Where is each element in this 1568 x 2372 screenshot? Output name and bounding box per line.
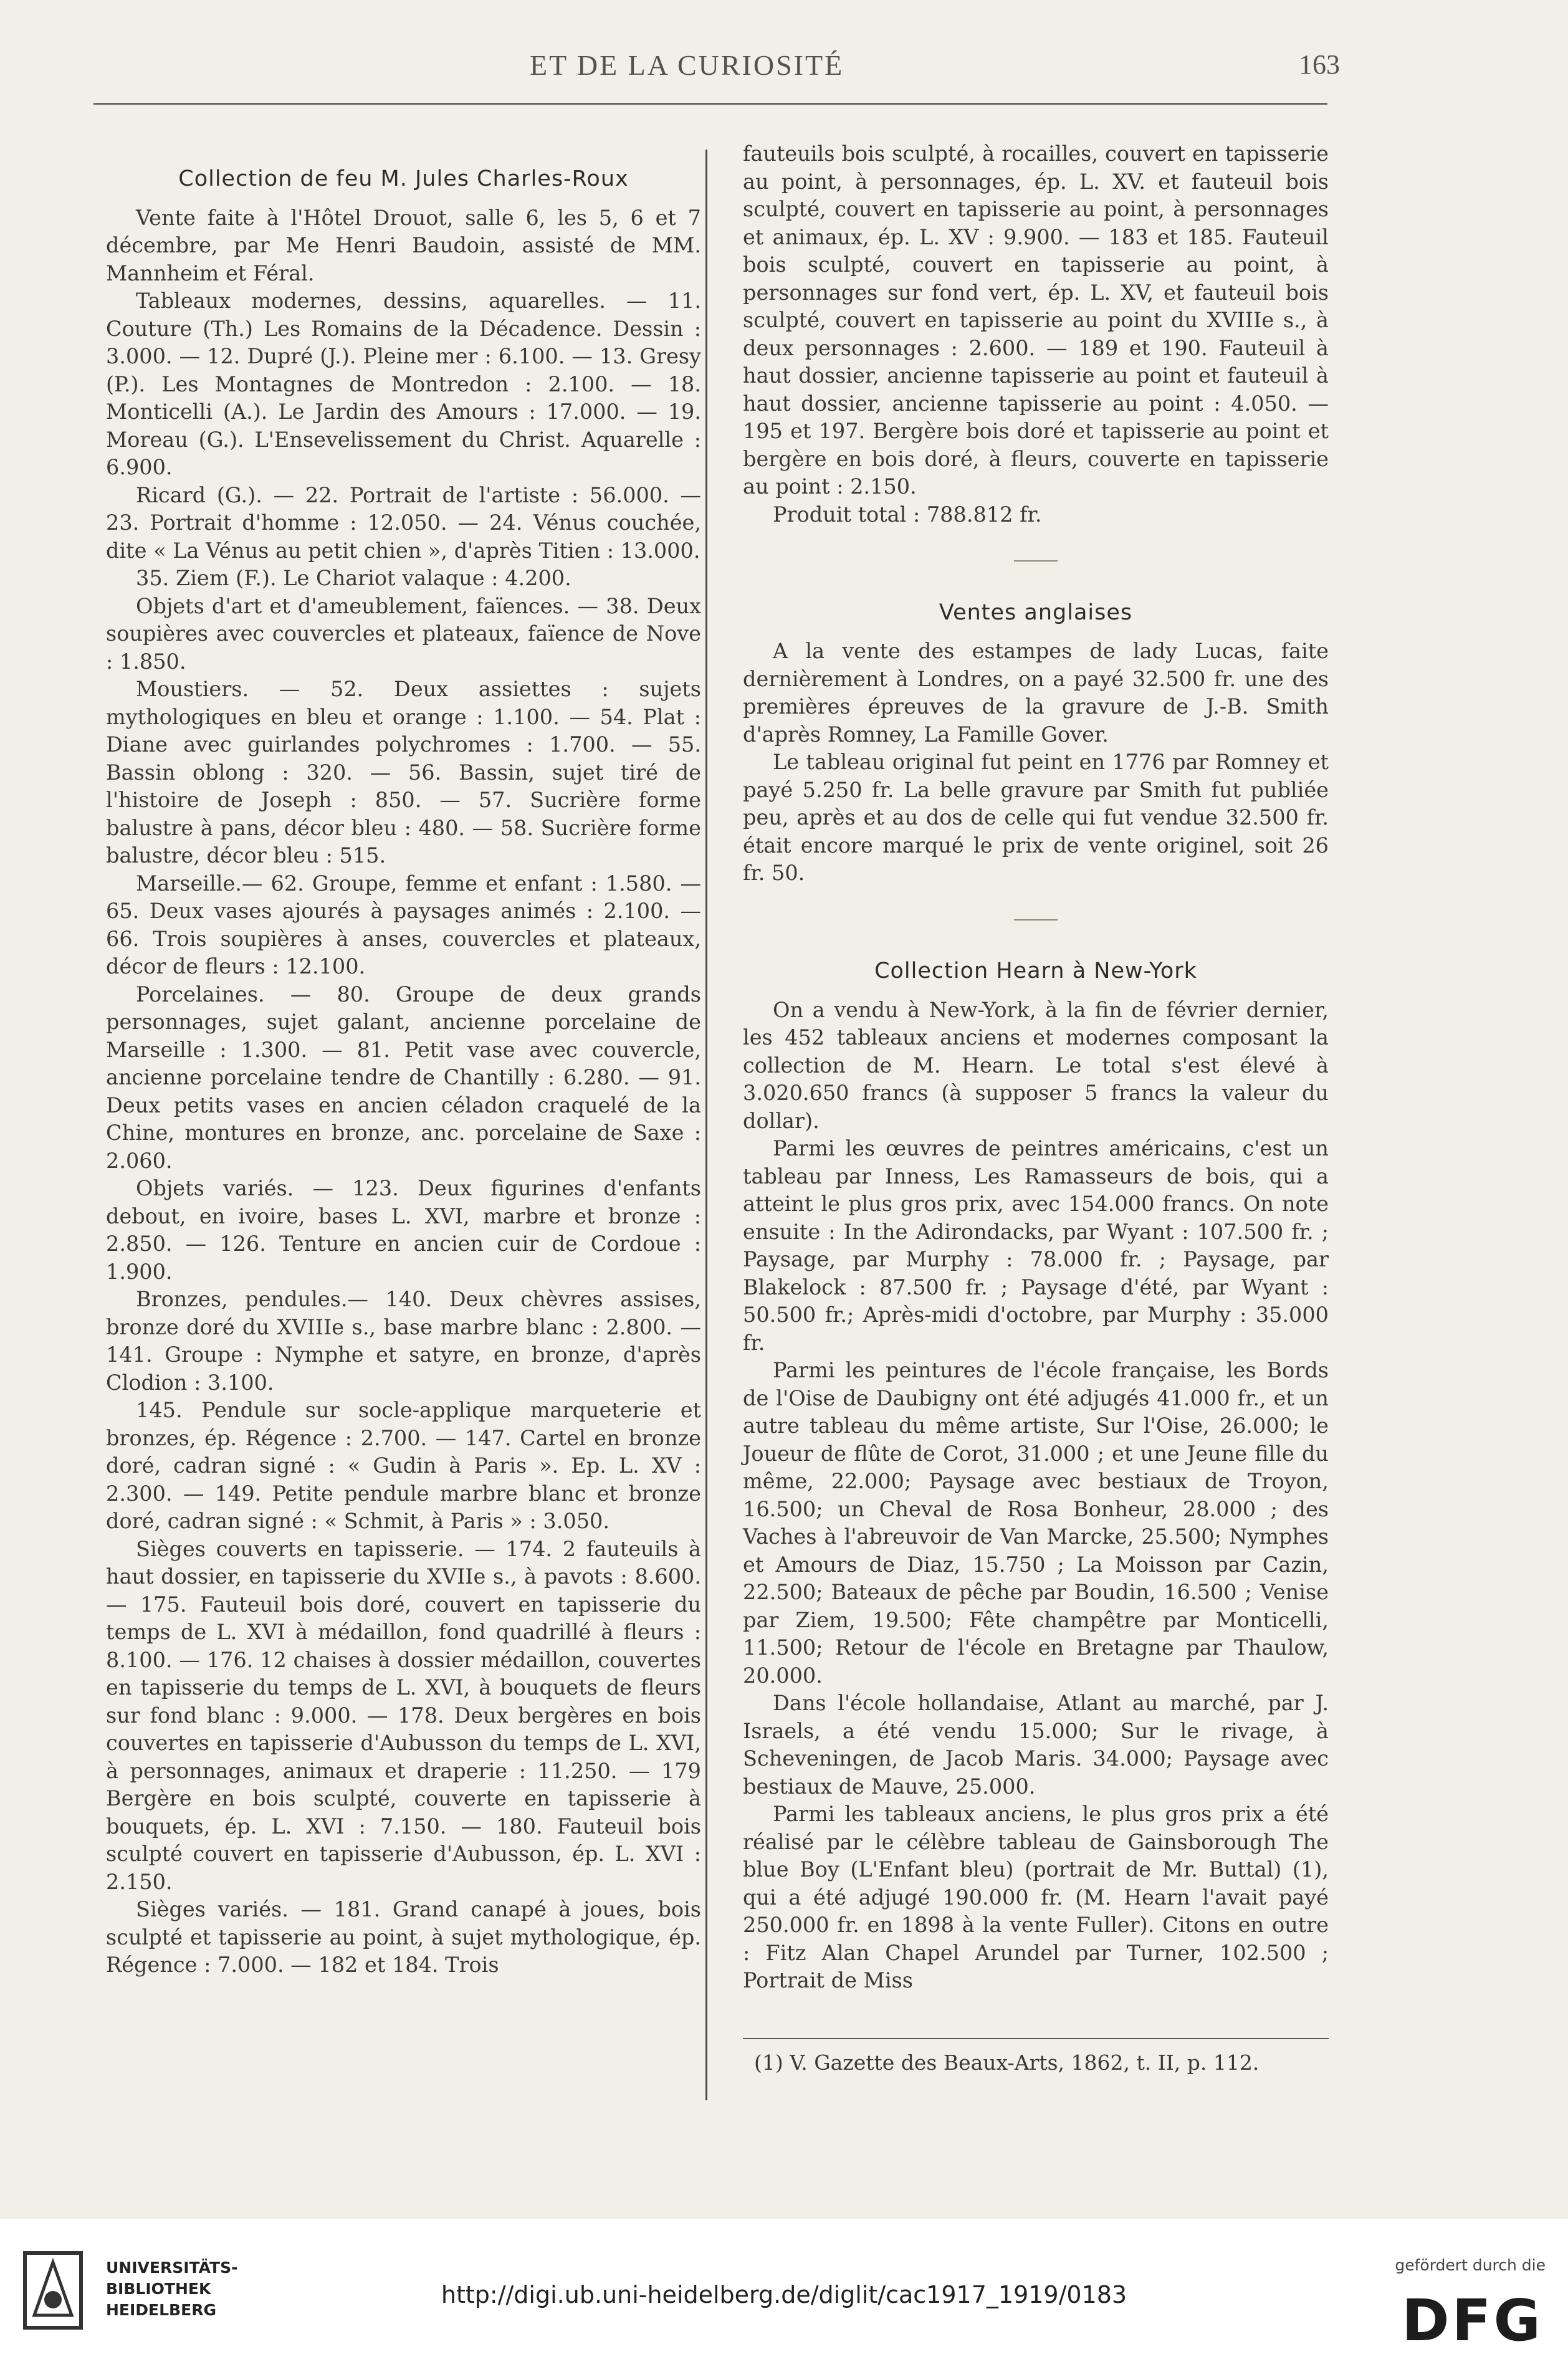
running-head — [93, 44, 1340, 100]
paragraph: Parmi les tableaux anciens, le plus gros prix a été réalisé par le célèbre tableau de Gainsborough The blue Boy (L'Enfant bleu) (portrait de Mr. Buttal) (1), qui a été adjugé 190.000 fr. (M. Hearn l'avait payé 250.000 fr. en 1898 à la vente Fuller). Citons en outre : Fitz Alan Chapel Arundel par Turner, 102.500 ; Portrait de Miss — [743, 1802, 1329, 1992]
section-heading-charles-roux: Collection de feu M. Jules Charles-Roux — [178, 166, 629, 191]
paragraph: Sièges couverts en tapisserie. — 174. 2 fauteuils à haut dossier, en tapisserie du XVIIe s., à pavots : 8.600. — 175. Fauteuil bois doré, couvert en tapisserie du temps de L. XVI à médaillon, fond quadrillé à fleurs : 8.100. — 176. 12 chaises à dossier médaillon, couvertes en tapisserie du temps de L. XVI, à bouquets de fleurs sur fond blanc : 9.000. — 178. Deux bergères en bois couvertes en tapisserie d'Aubusson du temps de L. XVI, à personnages, animaux et draperie : 11.250. — 179 Bergère en bois sculpté, couverte en tapisserie à bouquets, ép. L. XVI : 7.150. — 180. Fauteuil bois sculpté couvert en tapisserie d'Aubusson, ép. L. XVI : 2.150. — [106, 1536, 701, 1894]
paragraph: 35. Ziem (F.). Le Chariot valaque : 4.200. — [136, 566, 571, 590]
paragraph: Tableaux modernes, dessins, aquarelles. — 11. Couture (Th.) Les Romains de la Décadence. Dessin : 3.000. — 12. Dupré (J.). Pleine mer : 6.100. — 13. Gresy (P.). Les Montagnes de Montredon : 2.100. — 18. Monticelli (A.). Le Jardin des Amours : 17.000. — 19. Moreau (G.). L'Ensevelissement du Christ. Aquarelle : 6.900. — [106, 289, 701, 479]
library-name: UNIVERSITÄTS- BIBLIOTHEK HEIDELBERG — [106, 2259, 238, 2319]
page-number: 163 — [1299, 49, 1340, 80]
paragraph: Parmi les peintures de l'école française, les Bords de l'Oise de Daubigny ont été adjugés 41.000 fr., et un autre tableau du même artiste, Sur l'Oise, 26.000; le Joueur de flûte de Corot, 31.000 ; et une Jeune fille du même, 22.000; Paysage avec bestiaux de Troyon, 16.500; un Cheval de Rosa Bonheur, 28.000 ; des Vaches à l'abreuvoir de Van Marcke, 25.500; Nymphes et Amours de Diaz, 15.750 ; La Moisson par Cazin, 22.500; Bateaux de pêche par Boudin, 16.500 ; Venise par Ziem, 19.500; Fête champêtre par Monticelli, 11.500; Retour de l'école en Bretagne par Thaulow, 20.000. — [743, 1358, 1329, 1688]
paragraph: Moustiers. — 52. Deux assiettes : sujets mythologiques en bleu et orange : 1.100. — 54. Plat : Diane avec guirlandes polychromes : 1.700. — 55. Bassin oblong : 320. — 56. Bassin, sujet tiré de l'histoire de Joseph : 850. — 57. Sucrière forme balustre à pans, décor bleu : 480. — 58. Sucrière forme balustre, décor bleu : 515. — [106, 677, 701, 868]
paragraph: Le tableau original fut peint en 1776 par Romney et payé 5.250 fr. La belle gravure par Smith fut publiée peu, après et au dos de celle qui fut vendue 32.500 fr. était encore marqué le prix de vente originel, soit 26 fr. 50. — [743, 750, 1329, 885]
paragraph: Objets variés. — 123. Deux figurines d'enfants debout, en ivoire, bases L. XVI, marbre et bronze : 2.850. — 126. Tenture en ancien cuir de Cordoue : 1.900. — [106, 1176, 701, 1284]
paragraph: Vente faite à l'Hôtel Drouot, salle 6, les 5, 6 et 7 décembre, par Me Henri Baudoin, assisté de MM. Mannheim et Féral. — [106, 205, 701, 285]
paragraph: 145. Pendule sur socle-applique marqueterie et bronzes, ép. Régence : 2.700. — 147. Cartel en bronze doré, cadran signé : « Gudin à Paris ». Ep. L. XV : 2.300. — 149. Petite pendule marbre blanc et bronze doré, cadran signé : « Schmit, à Paris » : 3.050. — [106, 1398, 701, 1533]
right-column — [743, 140, 1329, 1995]
left-column — [106, 140, 701, 1979]
running-title: ET DE LA CURIOSITÉ — [530, 49, 844, 81]
section-heading-ventes-anglaises: Ventes anglaises — [939, 600, 1133, 625]
paragraph: Sièges variés. — 181. Grand canapé à joues, bois sculpté et tapisserie au point, à sujet mythologique, ép. Régence : 7.000. — 182 et 184. Trois — [106, 1897, 701, 1977]
paragraph: On a vendu à New-York, à la fin de février dernier, les 452 tableaux anciens et modernes composant la collection de M. Hearn. Le total s'est élevé à 3.020.650 francs (à supposer 5 francs la valeur du dollar). — [743, 997, 1329, 1133]
sponsor-text: gefördert durch die — [1395, 2256, 1546, 2274]
paragraph: A la vente des estampes de lady Lucas, faite dernièrement à Londres, on a payé 32.500 fr. une des premières épreuves de la gravure de J.-B. Smith d'après Romney, La Famille Gover. — [743, 639, 1329, 747]
section-heading-hearn: Collection Hearn à New-York — [874, 959, 1197, 983]
paragraph-continuation: fauteuils bois sculpté, à rocailles, couvert en tapisserie au point, à personnages, ép. L. XV. et fauteuil bois sculpté, couvert en tapisserie au point, à personnages et animaux, ép. L. XV : 9.900. — 183 et 185. Fauteuil bois sculpté, couvert en tapisserie au point, à personnages sur fond vert, ép. L. XV, et fauteuil bois sculpté, couvert en tapisserie au point du XVIIIe s., à deux personnages : 2.600. — 189 et 190. Fauteuil à haut dossier, ancienne tapisserie au point et fauteuil à haut dossier, ancienne tapisserie au point : 4.050. — 195 et 197. Bergère bois doré et tapisserie au point et bergère en bois doré, à fleurs, couverte en tapisserie au point : 2.150. — [743, 141, 1329, 499]
paragraph: Marseille.— 62. Groupe, femme et enfant : 1.580. — 65. Deux vases ajourés à paysages animés : 2.100. — 66. Trois soupières à anses, couvercles et plateaux, décor de fleurs : 12.100. — [106, 871, 701, 978]
paragraph: Objets d'art et d'ameublement, faïences. — 38. Deux soupières avec couvercles et plateaux, faïence de Nove : 1.850. — [106, 593, 701, 674]
paragraph: Parmi les œuvres de peintres américains, c'est un tableau par Inness, Les Ramasseurs de bois, qui a atteint le plus gros prix, avec 154.000 francs. On note ensuite : In the Adirondacks, par Wyant : 107.500 fr. ; Paysage, par Murphy : 78.000 fr. ; Paysage, par Blakelock : 87.500 fr. ; Paysage d'été, par Wyant : 50.500 fr.; Après-midi d'octobre, par Murphy : 35.000 fr. — [743, 1136, 1329, 1355]
dfg-logo: DFG — [1402, 2287, 1543, 2354]
section-separator — [743, 546, 1329, 574]
source-url-link[interactable]: http://digi.ub.uni-heidelberg.de/diglit/cac1917_1919/0183 — [441, 2281, 1127, 2308]
section-separator — [743, 905, 1329, 933]
paragraph: Ricard (G.). — 22. Portrait de l'artiste : 56.000. — 23. Portrait d'homme : 12.050. — 24. Vénus couchée, dite « La Vénus au petit chien », d'après Titien : 13.000. — [106, 482, 701, 563]
paragraph: Dans l'école hollandaise, Atlant au marché, par J. Israels, a été vendu 15.000; Sur le rivage, à Scheveningen, de Jacob Maris. 34.000; Paysage avec bestiaux de Mauve, 25.000. — [743, 1691, 1329, 1799]
footnote-rule — [743, 2038, 1329, 2039]
paragraph: Porcelaines. — 80. Groupe de deux grands personnages, sujet galant, ancienne porcelaine de Marseille : 1.300. — 81. Petit vase avec couvercle, ancienne porcelaine tendre de Chantilly : 6.280. — 91. Deux petits vases en ancien céladon craquelé de la Chine, montures en bronze, anc. porcelaine de Saxe : 2.060. — [106, 982, 701, 1173]
paragraph: Bronzes, pendules.— 140. Deux chèvres assises, bronze doré du XVIIIe s., base marbre blanc : 2.800. — 141. Groupe : Nymphe et satyre, en bronze, d'après Clodion : 3.100. — [106, 1287, 701, 1395]
footnote: (1) V. Gazette des Beaux-Arts, 1862, t. II, p. 112. — [754, 2050, 1260, 2075]
column-divider — [705, 150, 707, 2100]
sale-total: Produit total : 788.812 fr. — [773, 502, 1042, 527]
digitization-footer — [0, 2219, 1568, 2372]
header-rule — [93, 103, 1327, 105]
